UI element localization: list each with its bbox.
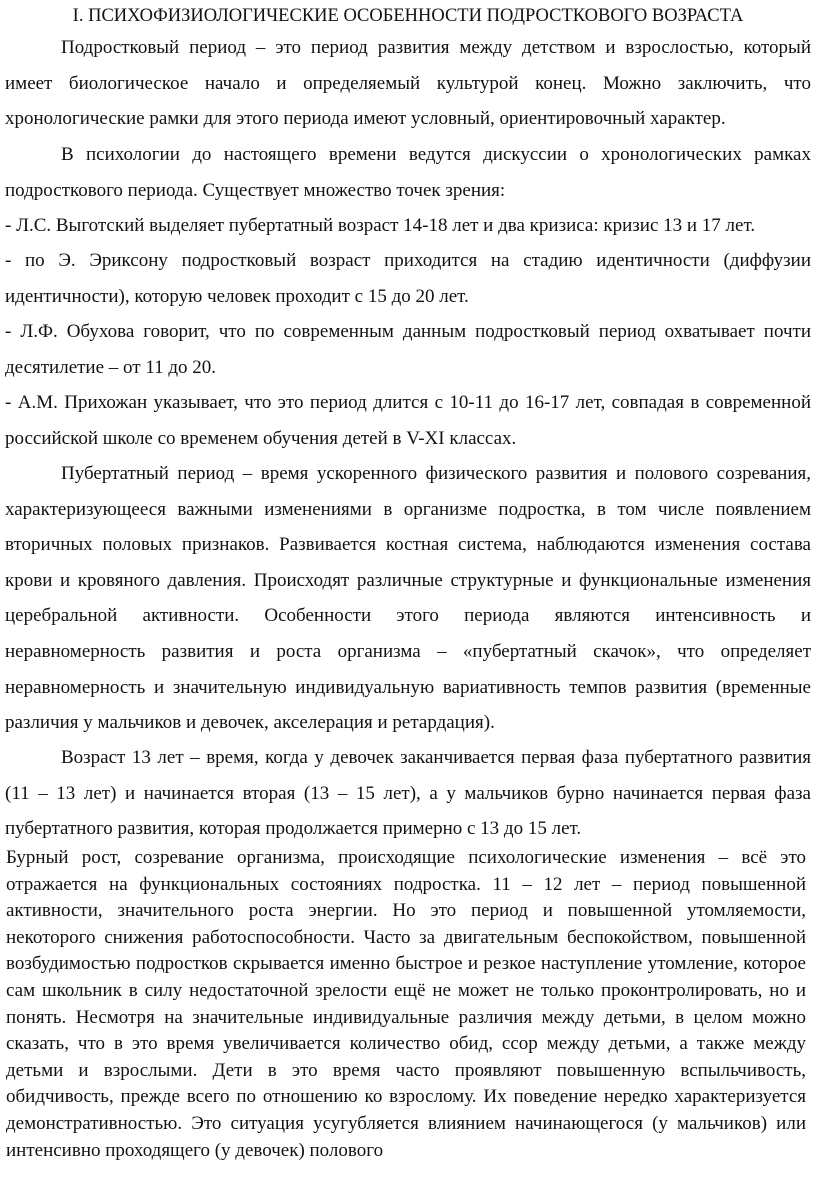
- section-title: I. ПСИХОФИЗИОЛОГИЧЕСКИЕ ОСОБЕННОСТИ ПОДРОСТКОВОГО ВОЗРАСТА: [72, 6, 744, 26]
- paragraph-age-13: Возраст 13 лет – время, когда у девочек заканчивается первая фаза пубертатного развития (11 – 13 лет) и начинается вторая (13 – 15 лет), а у мальчиков бурно начинается первая фаза пубертатного развития, которая продолжается примерно с 13 до 15 лет.: [5, 747, 811, 840]
- paragraph-pubertal-period: Пубертатный период – время ускоренного физического развития и полового созревания, характеризующееся важными изменениями в организме подростка, в том числе появлением вторичных половых признаков. Развивается костная система, наблюдаются изменения состава крови и кровяного давления. Происходят различные структурные и функциональные изменения церебральной активности. Особенности этого периода являются интенсивность и неравномерность развития и роста организма – «пубертатный скачок», что определяет неравномерность и значительную индивидуальную вариативность темпов развития (временные различия у мальчиков и девочек, акселерация и ретардация).: [5, 463, 811, 734]
- list-item-erikson: - по Э. Эриксону подростковый возраст приходится на стадию идентичности (диффузии идентичности), которую человек проходит с 15 до 20 лет.: [5, 250, 811, 307]
- paragraph-definition: Подростковый период – это период развития между детством и взрослостью, который имеет биологическое начало и определяемый культурой конец. Можно заключить, что хронологические рамки для этого периода имеют условный, ориентировочный характер.: [5, 37, 811, 130]
- paragraph-functional-states: Бурный рост, созревание организма, происходящие психологические изменения – всё это отражается на функциональных состояниях подростка. 11 – 12 лет – период повышенной активности, значительного роста энергии. Но это период и повышенной утомляемости, некоторого снижения работоспособности. Часто за двигательным беспокойством, повышенной возбудимостью подростков скрывается именно быстрое и резкое наступление утомление, которое сам школьник в силу недостаточной зрелости ещё не может не только проконтролировать, но и понять. Несмотря на значительные индивидуальные различия между детьми, в целом можно сказать, что в это время увеличивается количество обид, ссор между детьми, а также между детьми и взрослыми. Дети в это время часто проявляют повышенную вспыльчивость, обидчивость, прежде всего по отношению ко взрослому. Их поведение нередко характеризуется демонстративностью. Это ситуация усугубляется влиянием начинающегося (у мальчиков) или интенсивно проходящего (у девочек) полового: [6, 847, 806, 1161]
- list-item-vygotsky: - Л.С. Выготский выделяет пубертатный возраст 14-18 лет и два кризиса: кризис 13 и 17 лет.: [5, 215, 756, 236]
- paragraph-discussion: В психологии до настоящего времени ведутся дискуссии о хронологических рамках подросткового периода. Существует множество точек зрения:: [5, 144, 811, 201]
- list-item-prikhozhan: - А.М. Прихожан указывает, что это период длится с 10-11 до 16-17 лет, совпадая в современной российской школе со временем обучения детей в V-XI классах.: [5, 392, 811, 449]
- list-item-obukhova: - Л.Ф. Обухова говорит, что по современным данным подростковый период охватывает почти десятилетие – от 11 до 20.: [5, 321, 811, 378]
